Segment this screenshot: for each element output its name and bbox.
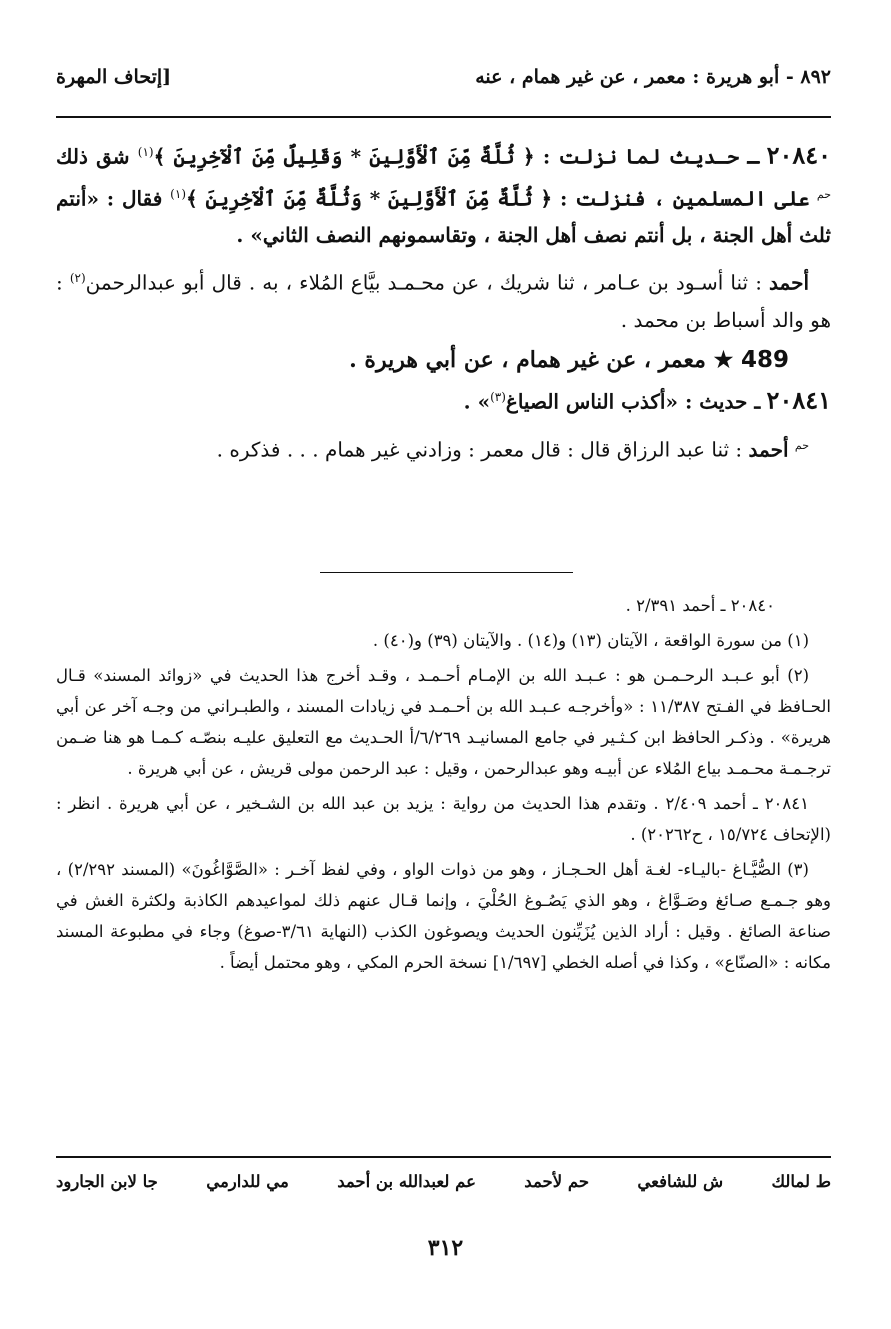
hadith-20840	[56, 134, 831, 254]
hadith-text: ـ حديث : «أكذب الناس الصياغ	[505, 389, 761, 414]
isnad-20841	[56, 427, 831, 469]
section-heading	[56, 347, 789, 373]
star-icon: ★	[713, 346, 734, 373]
isnad-head: أحمد	[769, 270, 809, 295]
running-header-section: ٨٩٢ - أبو هريرة : معمر ، عن غير همام ، عنه	[475, 66, 831, 88]
legend-item: مي للدارمي	[206, 1172, 289, 1191]
hadith-text: شق ذلك	[56, 144, 138, 169]
footnote: ٢٠٨٤١ ـ أحمد ٢/٤٠٩ . وتقدم هذا الحديث من رواية : يزيد بن عبد الله بن الشـخير ، عن أبي هريرة . انظر : (الإتحاف ١٥/٧٢٤ ، ح٢٠٢٦٢) .	[56, 794, 831, 844]
header-rule	[56, 116, 831, 118]
isnad-head: أحمد	[748, 437, 789, 462]
hadith-text: ـ حـديث لما نزلت : ﴿ ثُلَّةٌ مِّنَ ٱلْأَوَّلِينَ * وَقَلِيلٌ مِّنَ ٱلْآخِرِينَ ﴾	[153, 144, 759, 169]
page-number: ٣١٢	[427, 1235, 464, 1261]
section-title: معمر ، عن غير همام ، عن أبي هريرة .	[349, 346, 714, 373]
footnote: ٢٠٨٤٠ ـ أحمد ٢/٣٩١ .	[625, 596, 775, 615]
footnote-ref: (١)	[137, 145, 154, 159]
hadith-text: » .	[463, 389, 491, 414]
hadith-20841	[56, 379, 831, 421]
running-header-book: [إتحاف المهرة	[56, 66, 172, 88]
source-mark: حم	[794, 438, 809, 452]
hadith-text: فقال : «أنتم ثلث أهل الجنة ، بل أنتم نصف أهل الجنة ، وتقاسمونهم النصف الثاني» .	[56, 186, 831, 248]
footnote-ref: (١)	[170, 186, 186, 201]
main-text	[56, 134, 831, 474]
legend-rule	[56, 1156, 831, 1158]
footnote: (٢) أبو عـبـد الرحـمـن هو : عـبـد الله بن الإمـام أحـمـد ، وقـد أخرج هذا الحديث في «زوائد المسند» قـال الحـافظ في الفـتح ١١/٣٨٧ : «وأخرجـه عـبـد الله بن أحـمـد في زيادات المسند ، والطبـراني من وجـه آخر عن أبي هريرة» . وذكـر الحافظ ابن كـثـير في جامع المسانيـد ٦/٢٦٩/أ الحـديث مع التعليق عليـه بنصّـه كـمـا هو هنا ضـمن ترجـمـة محـمـد بياع المُلاء عن أبيـه وهو عبدالرحمن ، وقيل : عبد الرحمن مولى قريش ، عن أبي هريرة .	[56, 666, 831, 778]
source-mark: حم	[816, 187, 831, 201]
isnad-20840	[56, 260, 831, 339]
legend-item: عم لعبدالله بن أحمد	[337, 1172, 476, 1191]
footnote-separator	[320, 572, 573, 573]
section-number: 489	[740, 346, 789, 373]
hadith-number: ٢٠٨٤٠	[766, 140, 832, 170]
legend-item: ش للشافعي	[637, 1172, 724, 1191]
isnad-text: : ثنا عبد الرزاق قال : قال معمر : وزادني غير همام . . . فذكره .	[216, 437, 749, 462]
hadith-text: على المسلمين ، فنزلت : ﴿ ثُلَّةٌ مِّنَ ٱلْأَوَّلِينَ * وَثُلَّةٌ مِّنَ ٱلْآخِرِينَ ﴾	[186, 186, 810, 211]
legend-item: جا لابن الجارود	[56, 1172, 158, 1191]
footnote-ref: (٣)	[490, 389, 506, 404]
isnad-text: : ثنا أسـود بن عـامر ، ثنا شريك ، عن محـمـد بيَّاع المُلاء ، به . قال أبو عبدالرحمن	[85, 270, 770, 295]
legend-item: ط لمالك	[771, 1172, 831, 1191]
abbreviation-legend	[56, 1172, 831, 1191]
footnote: (٣) الصُّيَّـاغ -باليـاء- لغـة أهل الحـجـاز ، وهو من ذوات الواو ، وفي لفظ آخـر : «الصَّوَّاغُونَ» (المسند ٢/٢٩٢) ، وهو جـمـع صـائغ وصَـوَّاغ ، وهو الذي يَصُـوغ الحُلْيَ ، وإنما قـال عنهم ذلك لمواعيدهم الكاذبة ولكثرة الغش في صناعة الصائغ . وقيل : أراد الذين يُزَيِّنون الحديث ويصوغون الكذب (النهاية ٣/٦١-صوغ) وجاء في مطبوعة المسند مكانه : «الصنّاع» ، وكذا في أصله الخطي [١/٦٩٧] نسخة الحرم المكي ، وهو محتمل أيضاً .	[56, 860, 831, 972]
legend-item: حم لأحمد	[524, 1172, 590, 1191]
isnad-text: : هو والد أسباط بن محمد .	[56, 270, 831, 332]
hadith-number: ٢٠٨٤١	[766, 385, 831, 415]
footnotes	[56, 590, 831, 982]
footnote-ref: (٢)	[69, 271, 86, 286]
footnote: (١) من سورة الواقعة ، الآيتان (١٣) و(١٤) . والآيتان (٣٩) و(٤٠) .	[372, 631, 809, 650]
